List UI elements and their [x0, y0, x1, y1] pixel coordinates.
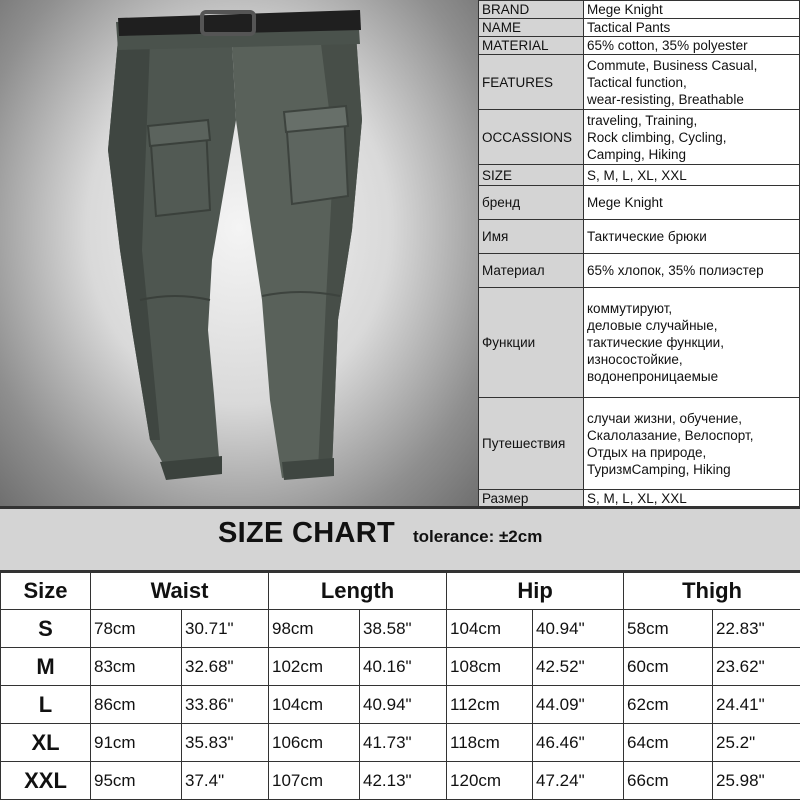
product-photo: [0, 0, 478, 506]
size-measurement: 104cm: [269, 686, 360, 724]
spec-value: [584, 254, 800, 288]
spec-value: [584, 1, 800, 19]
size-measurement: 40.16": [360, 648, 447, 686]
spec-value-line: Скалолазание, Велоспорт,: [587, 427, 754, 443]
size-measurement: 102cm: [269, 648, 360, 686]
size-label: XXL: [1, 762, 91, 800]
spec-value-line: водонепроницаемые: [587, 369, 719, 384]
size-chart-header: [0, 506, 800, 572]
size-measurement: 30.71": [182, 610, 269, 648]
spec-key: SIZE: [479, 165, 584, 186]
size-measurement: 37.4": [182, 762, 269, 800]
size-chart-title: SIZE CHART: [218, 517, 395, 549]
tactical-pants-image: [0, 0, 478, 506]
spec-value-line: Tactical Pants: [587, 20, 671, 35]
spec-value: [584, 110, 800, 165]
size-measurement: 60cm: [624, 648, 713, 686]
size-measurement: 44.09": [533, 686, 624, 724]
spec-value-line: деловые случайные,: [587, 318, 718, 333]
size-measurement: 41.73": [360, 724, 447, 762]
spec-key: Материал: [479, 254, 584, 288]
spec-row: [479, 110, 800, 165]
size-measurement: 106cm: [269, 724, 360, 762]
size-measurement: 104cm: [447, 610, 533, 648]
spec-row: [479, 1, 800, 19]
header-length: Length: [269, 573, 447, 610]
size-measurement: 46.46": [533, 724, 624, 762]
spec-value-line: traveling, Training,: [587, 112, 698, 128]
spec-value-line: S, M, L, XL, XXL: [587, 167, 687, 183]
size-measurement: 32.68": [182, 648, 269, 686]
spec-value-line: wear-resisting, Breathable: [587, 91, 744, 107]
spec-row: [479, 55, 800, 110]
size-measurement: 25.98": [713, 762, 800, 800]
size-chart-header-row: [1, 573, 800, 610]
size-measurement: 22.83": [713, 610, 800, 648]
spec-row: [479, 220, 800, 254]
spec-key: бренд: [479, 186, 584, 220]
spec-key: OCCASSIONS: [479, 110, 584, 165]
spec-value-line: износостойкие,: [587, 352, 683, 367]
spec-key: Путешествия: [479, 398, 584, 490]
size-measurement: 42.13": [360, 762, 447, 800]
spec-value-line: ТуризмCamping, Hiking: [587, 461, 731, 477]
spec-value-line: тактические функции,: [587, 335, 724, 350]
spec-value-line: Rock climbing, Cycling,: [587, 129, 727, 145]
size-measurement: 95cm: [91, 762, 182, 800]
spec-row: [479, 398, 800, 490]
size-measurement: 42.52": [533, 648, 624, 686]
spec-value-line: Camping, Hiking: [587, 146, 687, 162]
spec-value: [584, 19, 800, 37]
spec-value: [584, 398, 800, 490]
spec-key: Функции: [479, 288, 584, 398]
size-measurement: 91cm: [91, 724, 182, 762]
spec-value-line: Отдых на природе,: [587, 444, 707, 460]
spec-row: [479, 490, 800, 508]
spec-key: MATERIAL: [479, 37, 584, 55]
spec-value-line: Тактические брюки: [587, 229, 707, 244]
spec-key: BRAND: [479, 1, 584, 19]
spec-key: Имя: [479, 220, 584, 254]
size-row: [1, 762, 800, 800]
size-measurement: 23.62": [713, 648, 800, 686]
spec-row: [479, 19, 800, 37]
size-measurement: 83cm: [91, 648, 182, 686]
size-row: [1, 686, 800, 724]
size-chart-tolerance: tolerance: ±2cm: [413, 527, 543, 546]
header-hip: Hip: [447, 573, 624, 610]
size-measurement: 24.41": [713, 686, 800, 724]
spec-value-line: случаи жизни, обучение,: [587, 410, 742, 426]
size-measurement: 66cm: [624, 762, 713, 800]
spec-value-line: Commute, Business Casual,: [587, 57, 758, 73]
spec-value-line: Mege Knight: [587, 195, 663, 210]
spec-key: Размер: [479, 490, 584, 508]
size-label: XL: [1, 724, 91, 762]
size-measurement: 64cm: [624, 724, 713, 762]
size-measurement: 62cm: [624, 686, 713, 724]
size-row: [1, 610, 800, 648]
spec-value: [584, 55, 800, 110]
size-measurement: 120cm: [447, 762, 533, 800]
spec-row: [479, 288, 800, 398]
size-measurement: 35.83": [182, 724, 269, 762]
size-row: [1, 648, 800, 686]
size-label: S: [1, 610, 91, 648]
specifications-table: [478, 0, 800, 508]
size-measurement: 47.24": [533, 762, 624, 800]
spec-value-line: 65% хлопок, 35% полиэстер: [587, 263, 764, 278]
spec-value: [584, 220, 800, 254]
size-measurement: 86cm: [91, 686, 182, 724]
spec-value: [584, 165, 800, 186]
size-measurement: 112cm: [447, 686, 533, 724]
header-waist: Waist: [91, 573, 269, 610]
spec-key: FEATURES: [479, 55, 584, 110]
size-label: M: [1, 648, 91, 686]
header-thigh: Thigh: [624, 573, 800, 610]
spec-value-line: 65% cotton, 35% polyester: [587, 38, 748, 53]
size-label: L: [1, 686, 91, 724]
size-measurement: 118cm: [447, 724, 533, 762]
spec-value-line: S, M, L, XL, XXL: [587, 491, 687, 506]
spec-value: [584, 490, 800, 508]
size-chart-table: [0, 572, 800, 800]
size-row: [1, 724, 800, 762]
spec-row: [479, 165, 800, 186]
spec-row: [479, 186, 800, 220]
size-measurement: 40.94": [360, 686, 447, 724]
header-size: Size: [1, 573, 91, 610]
size-measurement: 38.58": [360, 610, 447, 648]
size-measurement: 98cm: [269, 610, 360, 648]
size-measurement: 78cm: [91, 610, 182, 648]
spec-key: NAME: [479, 19, 584, 37]
spec-value-line: Tactical function,: [587, 74, 687, 90]
spec-value: [584, 288, 800, 398]
size-measurement: 40.94": [533, 610, 624, 648]
size-measurement: 107cm: [269, 762, 360, 800]
size-measurement: 33.86": [182, 686, 269, 724]
size-measurement: 58cm: [624, 610, 713, 648]
size-measurement: 25.2": [713, 724, 800, 762]
spec-value: [584, 186, 800, 220]
spec-value-line: Mege Knight: [587, 2, 663, 17]
spec-value: [584, 37, 800, 55]
spec-row: [479, 37, 800, 55]
spec-value-line: коммутируют,: [587, 301, 673, 316]
size-measurement: 108cm: [447, 648, 533, 686]
spec-row: [479, 254, 800, 288]
